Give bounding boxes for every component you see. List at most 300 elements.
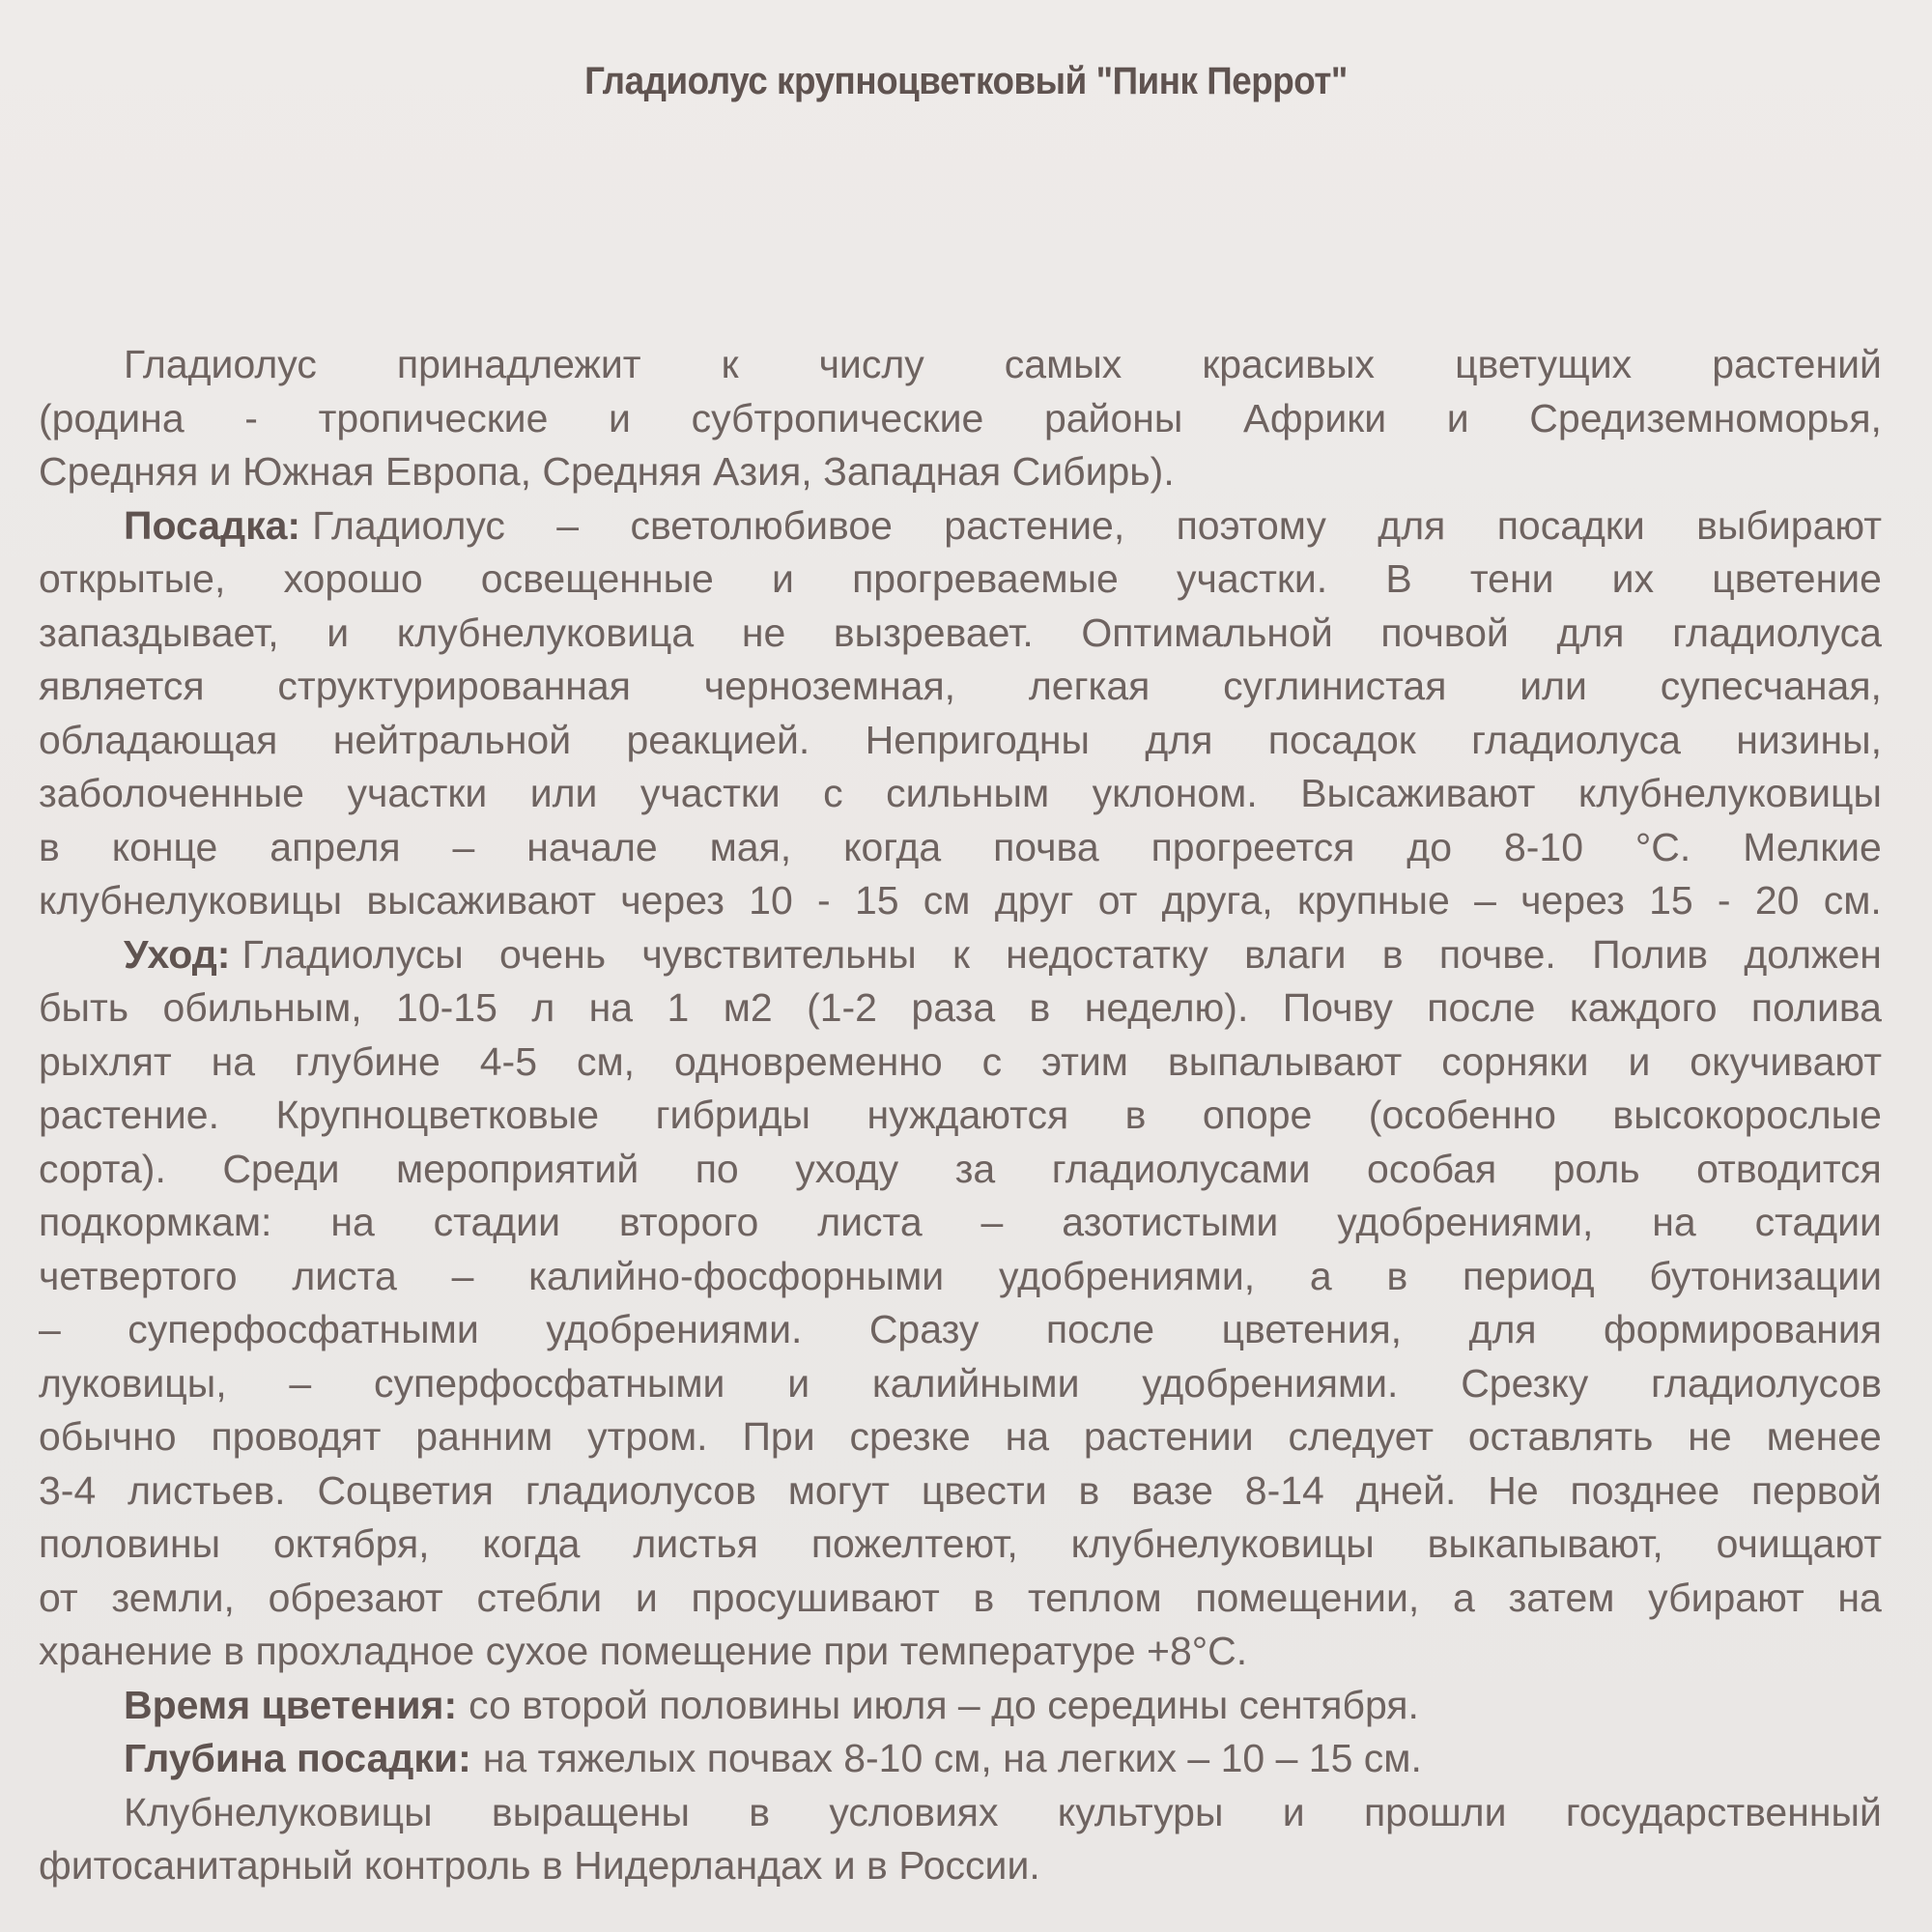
word: прошли [1363, 1789, 1507, 1834]
word: в [973, 1575, 995, 1620]
care-line-text [39, 1143, 1882, 1197]
word: к [952, 931, 970, 977]
care-line-text [39, 1250, 1882, 1304]
word: очищают [1716, 1521, 1882, 1566]
word: участки. [1176, 556, 1328, 601]
word: до [1406, 824, 1453, 869]
word: рыхлят [39, 1038, 172, 1084]
word: субтропические [691, 395, 984, 440]
word: просушивают [691, 1575, 940, 1620]
word: когда [843, 824, 942, 869]
word: менее [1766, 1414, 1882, 1459]
word: этим [1041, 1038, 1128, 1084]
word: а [1452, 1575, 1475, 1620]
planting-depth-line [39, 1732, 1882, 1786]
word: почва [993, 824, 1099, 869]
certification-line [39, 1839, 1882, 1893]
word: обладающая [39, 717, 278, 762]
word: При [742, 1414, 815, 1459]
word: полива [1750, 985, 1882, 1030]
word: – [980, 1200, 1004, 1244]
word: для [1378, 502, 1446, 548]
planting-line [39, 767, 1882, 821]
word: участки [347, 771, 488, 815]
certification-line-text: фитосанитарный контроль в Нидерландах и в России. [39, 1843, 1040, 1888]
word: 10 [749, 878, 793, 923]
word: является [39, 664, 205, 708]
care-line [39, 1250, 1882, 1304]
planting-line [39, 714, 1882, 768]
word: самых [1004, 342, 1122, 386]
word: вызревает. [833, 610, 1034, 655]
word: в [1078, 1467, 1100, 1513]
word: затем [1508, 1575, 1615, 1620]
word: цветущих [1455, 342, 1633, 386]
word: см [923, 878, 971, 923]
document-body [39, 338, 1882, 1893]
care-line [39, 1572, 1882, 1626]
word: Клубнелуковицы [124, 1789, 433, 1834]
word: уклоном. [1092, 771, 1258, 815]
word: в [1386, 1253, 1408, 1298]
word: и [635, 1575, 658, 1620]
word: легкая [1028, 664, 1151, 708]
word: дней. [1355, 1467, 1457, 1513]
certification-line-text [124, 1786, 1882, 1840]
word: оставлять [1467, 1414, 1654, 1459]
word: пожелтеют, [810, 1521, 1018, 1566]
word: окучивают [1690, 1038, 1882, 1084]
word: половины [39, 1521, 221, 1566]
word: листья [633, 1521, 758, 1566]
bloom-time-line [39, 1679, 1882, 1733]
word: гладиолуса [1471, 717, 1681, 762]
word: нуждаются [867, 1093, 1069, 1137]
word: луковицы, [39, 1360, 227, 1406]
word: (особенно [1368, 1093, 1556, 1137]
word: первой [1751, 1467, 1882, 1513]
word: сорта). [39, 1146, 166, 1191]
word: – [556, 502, 580, 548]
word: через [620, 878, 724, 923]
word: должен [1744, 931, 1882, 977]
word: суперфосфатными [128, 1307, 479, 1351]
word: для [1556, 610, 1625, 655]
word: посадок [1267, 717, 1416, 762]
word: прогреется [1151, 824, 1355, 869]
care-line-text [39, 1196, 1882, 1250]
word: клубнелуковицы [1577, 771, 1882, 815]
word: когда [482, 1521, 581, 1566]
word: культуры [1057, 1789, 1224, 1834]
word: прогреваемые [852, 556, 1119, 601]
word: для [1468, 1307, 1537, 1351]
word: от [39, 1575, 78, 1620]
word: листа [292, 1253, 397, 1298]
word: растении [1083, 1414, 1254, 1459]
word: суперфосфатными [374, 1360, 725, 1406]
care-line [39, 1464, 1882, 1519]
word: подкормкам: [39, 1200, 272, 1244]
word: а [1309, 1253, 1332, 1298]
word: гладиолусами [1051, 1146, 1311, 1191]
word: калийно-фосфорными [528, 1253, 945, 1298]
word: °С. [1634, 824, 1691, 869]
word: удобрениями, [998, 1253, 1256, 1298]
word: посадки [1496, 502, 1645, 548]
word: очень [499, 931, 607, 977]
word: удобрениями. [1142, 1360, 1399, 1406]
word: одновременно [673, 1038, 943, 1084]
word: вазе [1131, 1467, 1213, 1513]
document-title: Гладиолус крупноцветковый "Пинк Перрот" [584, 60, 1348, 102]
word: гибриды [655, 1093, 811, 1137]
word: сильным [886, 771, 1050, 815]
word: или [1520, 664, 1587, 708]
word: 1 [667, 985, 690, 1030]
word: открытые, [39, 556, 226, 601]
word: супесчаная, [1660, 664, 1882, 708]
planting-line-text [312, 499, 1882, 554]
word: л [531, 985, 555, 1030]
word: Непригодны [865, 717, 1090, 762]
care-line-text [39, 1357, 1882, 1411]
planting-line [39, 874, 1882, 928]
word: на [1652, 1200, 1696, 1244]
word: ранним [415, 1414, 554, 1459]
word: и [1628, 1038, 1651, 1084]
word: Сразу [868, 1307, 980, 1351]
word: помещении, [1195, 1575, 1420, 1620]
word: растений [1712, 342, 1882, 386]
word: для [1145, 717, 1213, 762]
word: с [823, 771, 843, 815]
care-line-text [39, 1303, 1882, 1357]
planting-line-text [39, 553, 1882, 607]
planting-line-text [39, 660, 1882, 714]
word: за [954, 1146, 996, 1191]
word: после [1045, 1307, 1155, 1351]
word: Оптимальной [1081, 610, 1333, 655]
word: крупные [1296, 878, 1450, 923]
word: четвертого [39, 1253, 238, 1298]
word: отводится [1696, 1146, 1882, 1191]
word: см, [576, 1038, 636, 1084]
word: стадии [1754, 1200, 1882, 1244]
word: удобрениями, [1337, 1200, 1594, 1244]
word: мероприятий [395, 1146, 639, 1191]
word: формирования [1604, 1307, 1882, 1351]
word: и [609, 395, 631, 440]
planting-line [39, 660, 1882, 714]
planting-line-text [39, 874, 1882, 928]
word: - [1717, 878, 1731, 923]
intro-line [39, 338, 1882, 392]
word: не [1688, 1414, 1732, 1459]
care-line-text [39, 1464, 1882, 1519]
care-line [39, 1625, 1882, 1679]
word: и [772, 556, 794, 601]
word: Почву [1282, 985, 1393, 1030]
planting-line-text [39, 821, 1882, 875]
word: Гладиолус [312, 502, 505, 548]
word: цветения, [1221, 1307, 1403, 1351]
word: Не [1488, 1467, 1539, 1513]
word: гладиолусов [1650, 1360, 1882, 1406]
planting-label: Посадка: [124, 502, 301, 548]
word: суглинистая [1223, 664, 1447, 708]
word: гладиолуса [1672, 610, 1882, 655]
word: опоре [1202, 1093, 1313, 1137]
intro-line [39, 392, 1882, 446]
word: 10-15 [396, 985, 497, 1030]
word: – [39, 1307, 61, 1351]
word: (1-2 [807, 985, 877, 1030]
word: или [529, 771, 598, 815]
word: по [695, 1146, 739, 1191]
word: стадии [433, 1200, 560, 1244]
word: Гладиолусы [242, 931, 464, 977]
care-line [39, 1518, 1882, 1572]
word: 8-14 [1244, 1467, 1324, 1513]
word: и [1446, 395, 1469, 440]
word: уходу [795, 1146, 899, 1191]
word: 4-5 [479, 1038, 537, 1084]
word: быть [39, 985, 129, 1030]
care-label: Уход: [124, 931, 231, 977]
word: 3-4 [39, 1467, 97, 1513]
word: теплом [1027, 1575, 1162, 1620]
word: на [211, 1038, 256, 1084]
care-section-first-line [39, 928, 1882, 982]
word: в [39, 824, 60, 869]
intro-line [39, 445, 1882, 499]
word: нейтральной [332, 717, 572, 762]
word: чувствительны [641, 931, 917, 977]
word: государственный [1565, 1789, 1882, 1834]
word: сорняки [1441, 1038, 1589, 1084]
care-line-text [39, 1410, 1882, 1464]
word: растение. [39, 1093, 219, 1137]
word: начале [526, 824, 658, 869]
word: освещенные [480, 556, 714, 601]
word: цветение [1712, 556, 1882, 601]
word: см. [1823, 878, 1882, 923]
word: через [1520, 878, 1625, 923]
word: заболоченные [39, 771, 304, 815]
word: с [981, 1038, 1003, 1084]
word: листа [817, 1200, 923, 1244]
word: м2 [723, 985, 773, 1030]
care-line [39, 1357, 1882, 1411]
word: цвести [921, 1467, 1047, 1513]
word: обычно [39, 1414, 177, 1459]
word: на [1837, 1575, 1882, 1620]
planting-line-text [39, 607, 1882, 661]
word: 15 [1649, 878, 1693, 923]
word: роль [1552, 1146, 1640, 1191]
word: В [1385, 556, 1412, 601]
word: к [721, 342, 739, 386]
word: гладиолусов [525, 1467, 756, 1513]
word: в [749, 1789, 771, 1834]
bloom-time-label: Время цветения: [124, 1682, 458, 1727]
word: на [330, 1200, 375, 1244]
care-line [39, 981, 1882, 1036]
word: срезке [849, 1414, 971, 1459]
word: 8-10 [1503, 824, 1583, 869]
word: утром. [587, 1414, 708, 1459]
word: апреля [270, 824, 401, 869]
word: азотистыми [1062, 1200, 1279, 1244]
certification-line [39, 1786, 1882, 1840]
word: 15 [854, 878, 899, 923]
word: хорошо [283, 556, 423, 601]
word: позднее [1570, 1467, 1720, 1513]
care-line-text [39, 1089, 1882, 1143]
care-line [39, 1089, 1882, 1143]
word: следует [1288, 1414, 1434, 1459]
word: недостатку [1006, 931, 1208, 977]
word: условиях [829, 1789, 999, 1834]
planting-line-text [39, 714, 1882, 768]
word: выкапывают, [1427, 1521, 1663, 1566]
word: октября, [272, 1521, 430, 1566]
word: мая, [709, 824, 792, 869]
word: Средиземноморья, [1529, 395, 1882, 440]
care-line-text [39, 1572, 1882, 1626]
word: структурированная [277, 664, 631, 708]
word: клубнелуковицы [1070, 1521, 1375, 1566]
word: в [1029, 985, 1051, 1030]
word: Мелкие [1743, 824, 1882, 869]
planting-line [39, 553, 1882, 607]
word: - [244, 395, 258, 440]
planting-depth-value: на тяжелых почвах 8-10 см, на легких – 10 – 15 см. [482, 1736, 1422, 1780]
care-line-text [39, 981, 1882, 1036]
word: черноземная, [703, 664, 956, 708]
word: листьев. [128, 1467, 286, 1513]
word: удобрениями. [546, 1307, 803, 1351]
care-line [39, 1036, 1882, 1090]
word: тропические [318, 395, 549, 440]
care-line-text [39, 1036, 1882, 1090]
word: неделю). [1084, 985, 1249, 1030]
word: высаживают [366, 878, 596, 923]
intro-line-text [39, 392, 1882, 446]
word: на [588, 985, 634, 1030]
word: период [1463, 1253, 1595, 1298]
word: запаздывает, [39, 610, 279, 655]
word: каждого [1569, 985, 1718, 1030]
planting-line [39, 821, 1882, 875]
word: Гладиолус [124, 342, 317, 386]
bloom-time-value: со второй половины июля – до середины сентября. [469, 1682, 1419, 1727]
word: Соцветия [317, 1467, 494, 1513]
care-line-text [242, 928, 1882, 982]
word: принадлежит [396, 342, 641, 386]
word: в [1381, 931, 1404, 977]
word: земли, [111, 1575, 235, 1620]
word: реакцией. [626, 717, 810, 762]
planting-line-text [39, 767, 1882, 821]
word: выпалывают [1167, 1038, 1403, 1084]
word: на [1005, 1414, 1050, 1459]
word: Полив [1592, 931, 1709, 977]
word: светолюбивое [630, 502, 893, 548]
word: обрезают [268, 1575, 443, 1620]
word: конце [111, 824, 218, 869]
word: 20 [1754, 878, 1800, 923]
word: стебли [476, 1575, 603, 1620]
planting-section-first-line [39, 499, 1882, 554]
word: и [1282, 1789, 1305, 1834]
word: глубине [295, 1038, 440, 1084]
word: и [327, 610, 350, 655]
word: после [1427, 985, 1536, 1030]
word: выбирают [1696, 502, 1882, 548]
word: клубнелуковицы [39, 878, 343, 923]
word: выращены [491, 1789, 690, 1834]
word: бутонизации [1649, 1253, 1882, 1298]
care-line [39, 1410, 1882, 1464]
intro-line-text: Средняя и Южная Европа, Средняя Азия, Западная Сибирь). [39, 449, 1175, 494]
intro-line-text [124, 338, 1882, 392]
word: тени [1469, 556, 1554, 601]
word: – [451, 1253, 474, 1298]
word: участки [639, 771, 781, 815]
word: Крупноцветковые [275, 1093, 600, 1137]
word: особая [1367, 1146, 1497, 1191]
word: влаги [1244, 931, 1347, 977]
word: не [741, 610, 786, 655]
care-line-text [39, 1518, 1882, 1572]
planting-depth-label: Глубина посадки: [124, 1736, 471, 1780]
word: в [1124, 1093, 1147, 1137]
word: (родина [39, 395, 185, 440]
word: низины, [1736, 717, 1882, 762]
word: районы [1043, 395, 1183, 440]
word: калийными [871, 1360, 1080, 1406]
word: могут [787, 1467, 890, 1513]
word: растение, [944, 502, 1125, 548]
care-line-text: хранение в прохладное сухое помещение при температуре +8°С. [39, 1629, 1248, 1673]
word: убирают [1648, 1575, 1804, 1620]
word: – [289, 1360, 312, 1406]
word: друг [994, 878, 1074, 923]
word: второго [618, 1200, 759, 1244]
word: высокорослые [1612, 1093, 1882, 1137]
word: Срезку [1461, 1360, 1589, 1406]
word: Африки [1243, 395, 1387, 440]
word: клубнелуковица [396, 610, 695, 655]
care-line [39, 1303, 1882, 1357]
word: красивых [1202, 342, 1376, 386]
care-line [39, 1196, 1882, 1250]
care-line [39, 1143, 1882, 1197]
word: Среди [222, 1146, 340, 1191]
word: обильным, [162, 985, 362, 1030]
word: проводят [211, 1414, 382, 1459]
word: их [1611, 556, 1655, 601]
word: раза [911, 985, 996, 1030]
word: почве. [1438, 931, 1556, 977]
planting-line [39, 607, 1882, 661]
word: – [452, 824, 475, 869]
word: Высаживают [1300, 771, 1536, 815]
word: поэтому [1176, 502, 1326, 548]
word: числу [818, 342, 924, 386]
